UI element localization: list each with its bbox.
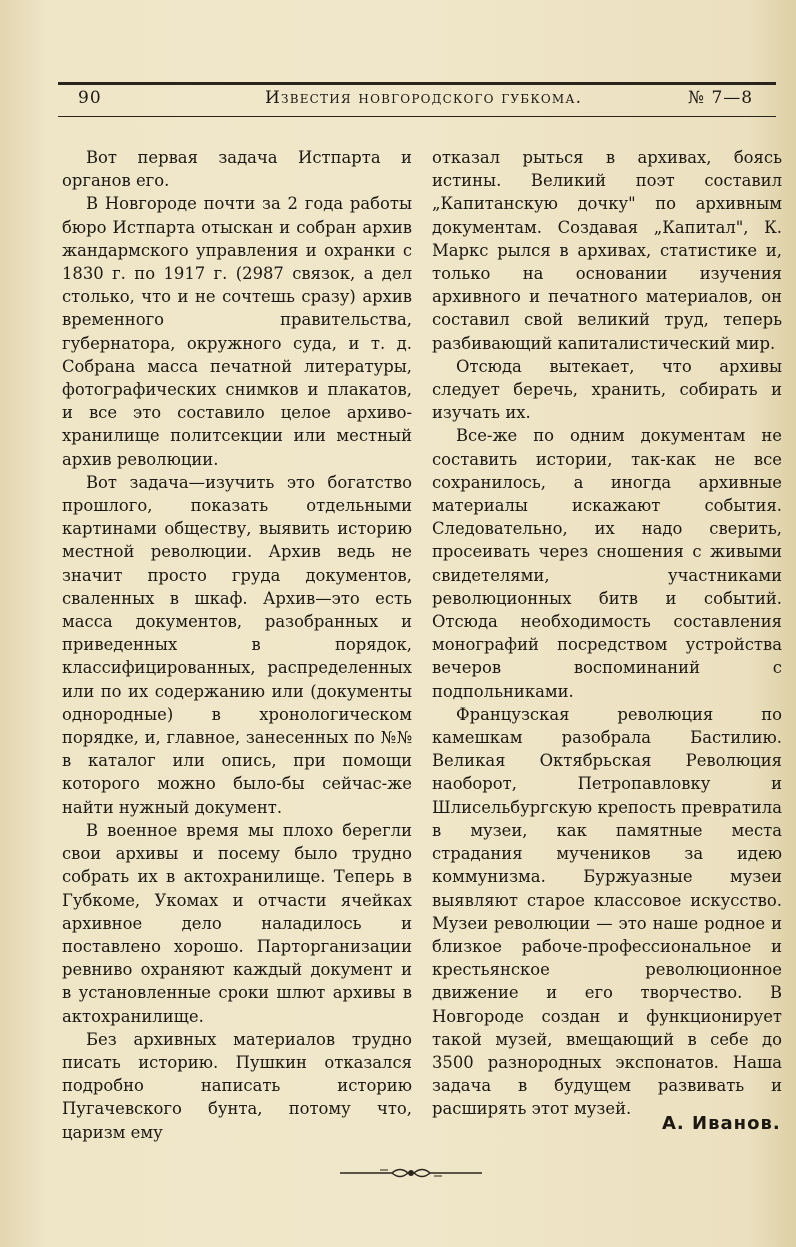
- header-bottom-rule: [58, 116, 776, 117]
- author-signature: А. Иванов.: [662, 1113, 781, 1134]
- right-column: [432, 146, 782, 1121]
- paragraph: отказал рыться в архивах, боясь истины. Великий поэт составил „Капитанскую дочку" по архивным документам. Создавая „Капитал", К. Маркс рылся в архивах, статистике и, только на основании изучения архивного и печатного материалов, он составил свой великий труд, теперь разбивающий капиталистический мир.: [432, 148, 782, 353]
- paragraph: Французская революция по камешкам разобрала Бастилию. Великая Октябрьская Революция наоборот, Петропавловку и Шлисельбургскую крепость превратила в музеи, как памятные места страдания мучеников за идею коммунизма. Буржуазные музеи выявляют старое классовое искусство. Музеи революции — это наше родное и близкое рабоче-профессиональное и крестьянское революционное движение и его творчество. В Новгороде создан и функционирует такой музей, вмещающий в себе до 3500 разнородных экспонатов. Наша задача в будущем развивать и расширять этот музей.: [432, 704, 782, 1119]
- paragraph: В Новгороде почти за 2 года работы бюро Истпарта отыскан и собран архив жандармского управления и охранки с 1830 г. по 1917 г. (2987 связок, а дел столько, что и не сочтешь сразу) архив временного правительства, губернатора, окружного суда, и т. д. Собрана масса печатной литературы, фотографических снимков и плакатов, и все это составило целое архиво-хранилище политсекции или местный архив революции.: [62, 194, 412, 469]
- left-column: [62, 146, 412, 1144]
- paragraph: Вот первая задача Истпарта и органов его.: [62, 148, 412, 191]
- page-number: 90: [78, 88, 102, 108]
- paragraph: Вот задача—изучить это богатство прошлого, показать отдельными картинами обществу, выявить историю местной революции. Архив ведь не значит просто груда документов, сваленных в шкаф. Архив—это есть масса документов, разобранных и приведенных в порядок, классифицированных, распределенных или по их содержанию или (документы однородные) в хронологическом порядке, и, главное, занесенных по №№ в каталог или опись, при помощи которого можно было-бы сейчас-же найти нужный документ.: [62, 472, 412, 817]
- issue-number: № 7—8: [688, 88, 754, 108]
- paragraph: Без архивных материалов трудно писать историю. Пушкин отказался подробно написать историю Пугачевского бунта, потому что, царизм ему: [62, 1029, 412, 1142]
- publication-title: Известия новгородского губкома.: [265, 88, 583, 108]
- paragraph: Все-же по одним документам не составить истории, так-как не все сохранилось, а иногда архивные материалы искажают события. Следовательно, их надо сверить, просеивать через сношения с живыми свидетелями, участниками революционных битв и событий. Отсюда необходимость составления монографий посредством устройства вечеров воспоминаний с подпольниками.: [432, 426, 782, 701]
- ornament-divider-icon: [340, 1165, 482, 1181]
- paragraph: Отсюда вытекает, что архивы следует беречь, хранить, собирать и изучать их.: [432, 356, 782, 423]
- paragraph: В военное время мы плохо берегли свои архивы и посему было трудно собрать их в актохранилище. Теперь в Губкоме, Укомах и отчасти ячейках архивное дело наладилось и поставлено хорошо. Парторганизации ревниво охраняют каждый документ и в установленные сроки шлют архивы в актохранилище.: [62, 820, 412, 1026]
- header-top-rule: [58, 82, 776, 85]
